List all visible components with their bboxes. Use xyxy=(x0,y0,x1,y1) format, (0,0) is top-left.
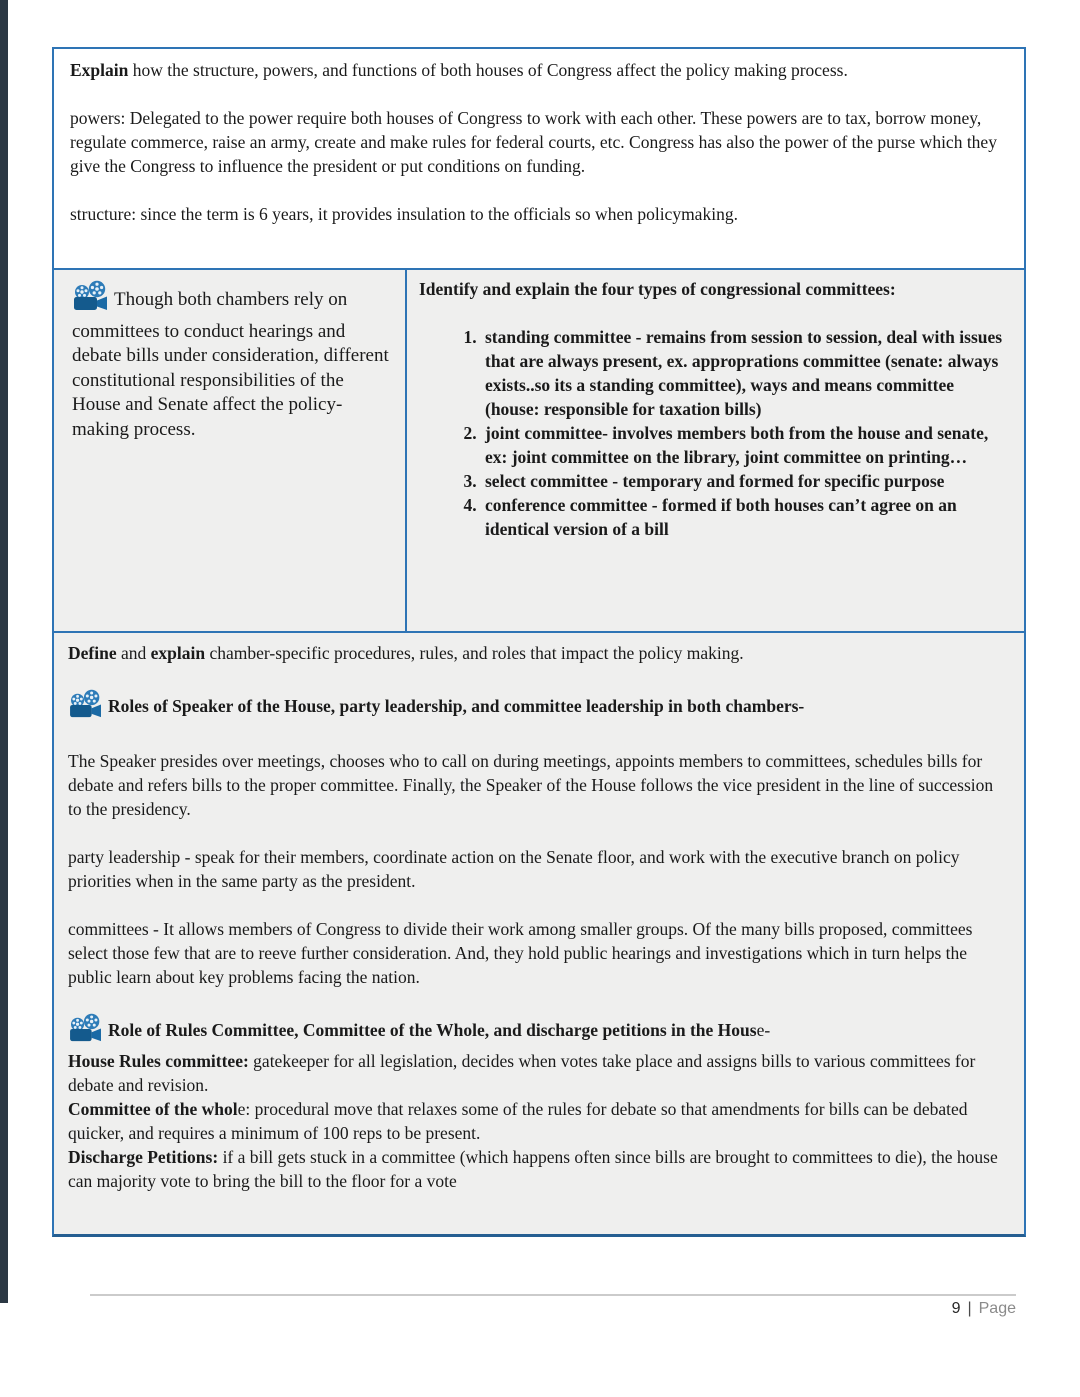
committee-types-heading: Identify and explain the four types of congressional committees: xyxy=(419,279,896,299)
footer-pipe: | xyxy=(967,1300,972,1317)
list-item-select-committee: 3. select committee - temporary and formed for specific purpose xyxy=(481,469,1012,493)
rules-heading xyxy=(68,1013,1010,1049)
discharge-petitions-paragraph: Discharge Petitions: if a bill gets stuck in a committee (which happens often since bills are brought to committees to die), the house can majority vote to bring the bill to the floor for a vote xyxy=(68,1147,998,1191)
movie-camera-icon xyxy=(68,689,104,725)
page-edge-stripe xyxy=(0,0,8,1303)
party-leadership-paragraph: party leadership - speak for their members, coordinate action on the Senate floor, and work with the executive branch on policy priorities when in the same party as the president. xyxy=(68,847,960,891)
movie-camera-icon xyxy=(72,280,110,320)
notes-table xyxy=(52,47,1026,1237)
rules-heading-text: Role of Rules Committee, Committee of the Whole, and discharge petitions in the House- xyxy=(108,1020,771,1040)
table-cell-define xyxy=(54,633,1024,1234)
table-cell-explain xyxy=(54,49,1024,270)
page-footer xyxy=(952,1300,1016,1318)
table-cell-committee-types xyxy=(407,270,1024,631)
answer-structure: structure: since the term is 6 years, it provides insulation to the officials so when policymaking. xyxy=(70,204,738,224)
speaker-paragraph: The Speaker presides over meetings, chooses who to call on during meetings, appoints members to committees, schedules bills for debate and refers bills to the proper committee. Finally, the Speaker of the House follows the vice president in the line of succession to the presidency. xyxy=(68,751,994,819)
committee-types-list xyxy=(419,325,1012,541)
video-note-text: Though both chambers rely on committees to conduct hearings and debate bills under consideration, different constitutional responsibilities of the House and Senate affect the policy-making process. xyxy=(72,289,389,440)
list-item-joint-committee: 2. joint committee- involves members both from the house and senate, ex: joint committee on the library, joint committee on printing… xyxy=(481,421,1012,469)
table-row-committees xyxy=(54,270,1024,633)
movie-camera-icon xyxy=(68,1013,104,1049)
prompt-explain: Explain how the structure, powers, and functions of both houses of Congress affect the policy making process. xyxy=(70,60,848,80)
list-item-conference-committee: 4. conference committee - formed if both houses can’t agree on an identical version of a bill xyxy=(481,493,1012,541)
committee-of-whole-paragraph: Committee of the whole: procedural move that relaxes some of the rules for debate so that amendments for bills can be debated quicker, and requires a minimum of 100 reps to be present. xyxy=(68,1099,968,1143)
speaker-heading xyxy=(68,689,1010,725)
list-item-standing-committee: 1. standing committee - remains from session to session, deal with issues that are always present, ex. approprations committee (senate: always exists..so its a standing committee), ways and means committee (house: responsible for taxation bills) xyxy=(481,325,1012,421)
video-note-paragraph xyxy=(72,280,391,442)
table-cell-video-note xyxy=(54,270,407,631)
footer-divider-line xyxy=(90,1294,1016,1296)
answer-powers: powers: Delegated to the power require both houses of Congress to work with each other. These powers are to tax, borrow money, regulate commerce, raise an army, create and make rules for federal courts, etc. Congress has also the power of the purse which they give the Congress to influence the president or put conditions on funding. xyxy=(70,108,997,176)
prompt-define: Define and explain chamber-specific procedures, rules, and roles that impact the policy making. xyxy=(68,643,744,663)
page-number: 9 xyxy=(951,1300,961,1317)
committees-paragraph: committees - It allows members of Congress to divide their work among smaller groups. Of the many bills proposed, committees select those few that are to reeve further consideration. And, they hold public hearings and investigations which in turn helps the public learn about key problems facing the nation. xyxy=(68,919,973,987)
house-rules-paragraph: House Rules committee: gatekeeper for all legislation, decides when votes take place and assigns bills to various committees for debate and revision. xyxy=(68,1051,976,1095)
speaker-heading-text: Roles of Speaker of the House, party leadership, and committee leadership in both chambers- xyxy=(108,696,805,716)
page-label: Page xyxy=(978,1300,1016,1317)
